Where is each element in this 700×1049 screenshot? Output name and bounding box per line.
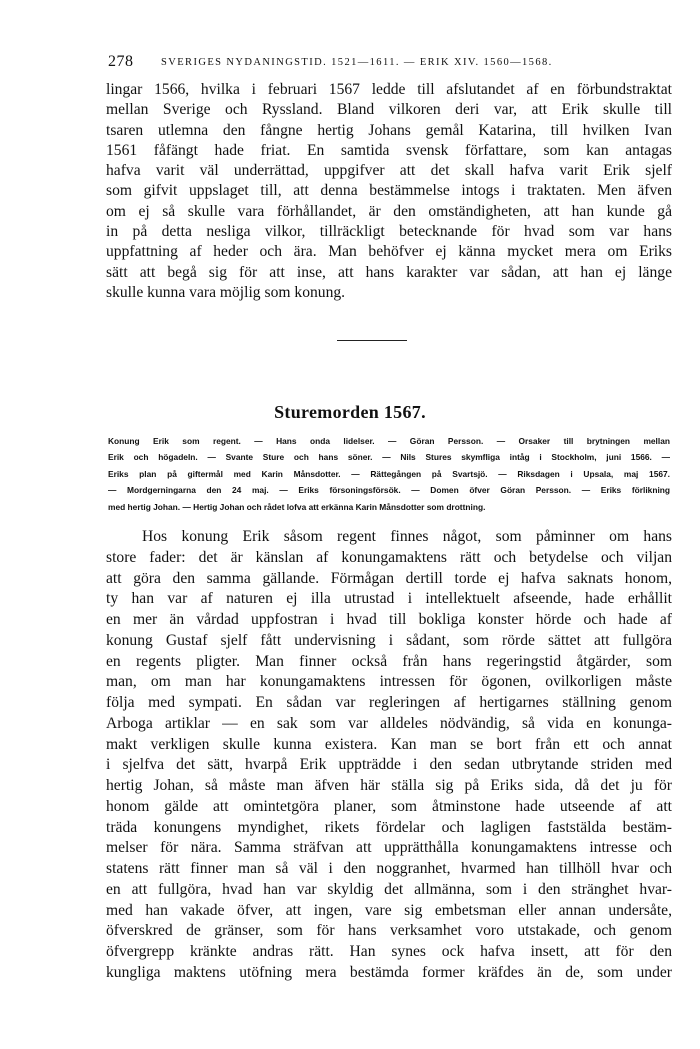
text-line: ty han var af naturen ej illa utrustad i intellektuelt afseende, hade erhållit (106, 590, 672, 608)
section-contents-summary (108, 433, 670, 515)
contents-line: Konung Erik som regent. — Hans onda lidelser. — Göran Persson. — Orsaker till brytningen mellan (108, 436, 670, 446)
text-line: konung Gustaf sjelf fått undervisning i sådant, som rörde sättet att fullgöra (106, 631, 672, 649)
body-paragraph (106, 527, 672, 984)
text-line: in på detta nesliga vilkor, tillräckligt betecknande för hvad som var hans (106, 223, 672, 241)
text-line: en mer än vårdad uppfostran i hvad till bokliga konster hörde och hade af (106, 611, 672, 628)
text-line: med han vakade öfver, att ingen, vare sig embetsman eller annan undersåte, (106, 901, 672, 919)
text-line: kungliga maktens utöfning mera bestämda former kräfdes än de, som under (106, 963, 672, 981)
text-line: sätt att begå sig för att inse, att hans karakter var sådan, att han ej länge (106, 263, 672, 281)
text-line: makt verkligen skulle kunna existera. Kan man se bort från ett och annat (106, 735, 672, 753)
text-line: statens rätt finner man så väl i den noggranhet, hvarmed han tillhöll hvar och (106, 860, 672, 877)
text-line: som gifvit uppslaget till, att denna bestämmelse intogs i traktaten. Men äfven (106, 182, 672, 200)
text-line: hafva varit väl underrättad, uppgifver att det skall hafva varit Erik sjelf (106, 162, 672, 180)
running-head (108, 53, 668, 75)
section-separator-rule (337, 340, 407, 341)
text-line: skulle kunna vara möjlig som konung. (106, 283, 346, 301)
text-line: 1561 fåfängt hade friat. En samtida svensk författare, som kan antagas (106, 141, 672, 159)
text-line: uppfattning af heder och ära. Man behöfver ej känna mycket mera om Eriks (106, 243, 672, 261)
text-line: hertig Johan, så måste man äfven här ställa sig på Eriks sida, då det ju för (106, 777, 672, 794)
contents-line: — Mordgerningarna den 24 maj. — Eriks försoningsförsök. — Domen öfver Göran Persson. — Eriks förlikning (108, 485, 670, 496)
page-number: 278 (108, 53, 134, 70)
text-line: träda konungens myndighet, rikets fördelar och lagligen faststälda bestäm- (106, 818, 672, 836)
contents-line: Eriks plan på giftermål med Karin Månsdotter. — Rättegången på Svartsjö. — Riksdagen i Upsala, maj 1567. (108, 468, 670, 479)
text-line: tsaren utlemna den fångne hertig Johans gemål Katarina, till hvilken Ivan (106, 121, 672, 139)
text-line: om ej så skulle vara förhållandet, är den omständigheten, att han kunde gå (106, 202, 672, 220)
text-line: öfvergrepp kränkte andras rätt. Han synes ock hafva insett, att för den (106, 943, 672, 960)
text-line: Hos konung Erik såsom regent finnes något, som påminner om hans (142, 528, 672, 545)
text-line: man, om man har konungamaktens intressen för ögonen, ovilkorligen måste (106, 673, 672, 691)
text-line: lingar 1566, hvilka i februari 1567 ledde till afslutandet af en förbundstraktat (106, 81, 672, 98)
text-line: att göra den samma gällande. Förmågan dertill torde ej hafva saknats honom, (106, 569, 672, 587)
text-line: följa med sympati. En sådan var regleringen af hertigarnes ställning genom (106, 694, 672, 711)
text-line: Arboga artiklar — en sak som var alldeles nödvändig, så vida en konunga- (106, 714, 672, 732)
text-line: melser för nära. Samma sträfvan att upprätthålla konungamaktens intresse och (106, 839, 672, 857)
text-line: en regents pligter. Man finner också från hans regeringstid åtgärder, som (106, 652, 672, 670)
text-line: en att fullgöra, hvad han var skyldig det allmänna, som i den stränghet hvar- (106, 880, 672, 898)
opening-paragraph (106, 80, 672, 303)
text-line: store fader: det är känslan af konungamaktens rätt och betydelse och viljan (106, 548, 672, 566)
running-head-title: SVERIGES NYDANINGSTID. 1521—1611. — ERIK XIV. 1560—1568. (161, 57, 553, 68)
contents-line: med hertig Johan. — Hertig Johan och rådet lofva att erkänna Karin Månsdotter som drottning. (108, 501, 486, 512)
text-line: öfverskred de gränser, som för hans verksamhet voro utstakade, och genom (106, 922, 672, 940)
text-line: mellan Sverige och Ryssland. Bland vilkoren deri var, att Erik skulle till (106, 101, 672, 119)
contents-line: Erik och högadeln. — Svante Sture och hans söner. — Nils Stures skymfliga intåg i Stockholm, juni 1566. — (108, 452, 670, 463)
text-line: i sjelfva det sätt, hvarpå Erik uppträdde i den sedan utbrytande striden med (106, 756, 672, 774)
section-heading: Sturemorden 1567. (274, 402, 426, 422)
text-line: honom gälde att omintetgöra planer, som åtminstone hade utseende af att (106, 797, 672, 815)
